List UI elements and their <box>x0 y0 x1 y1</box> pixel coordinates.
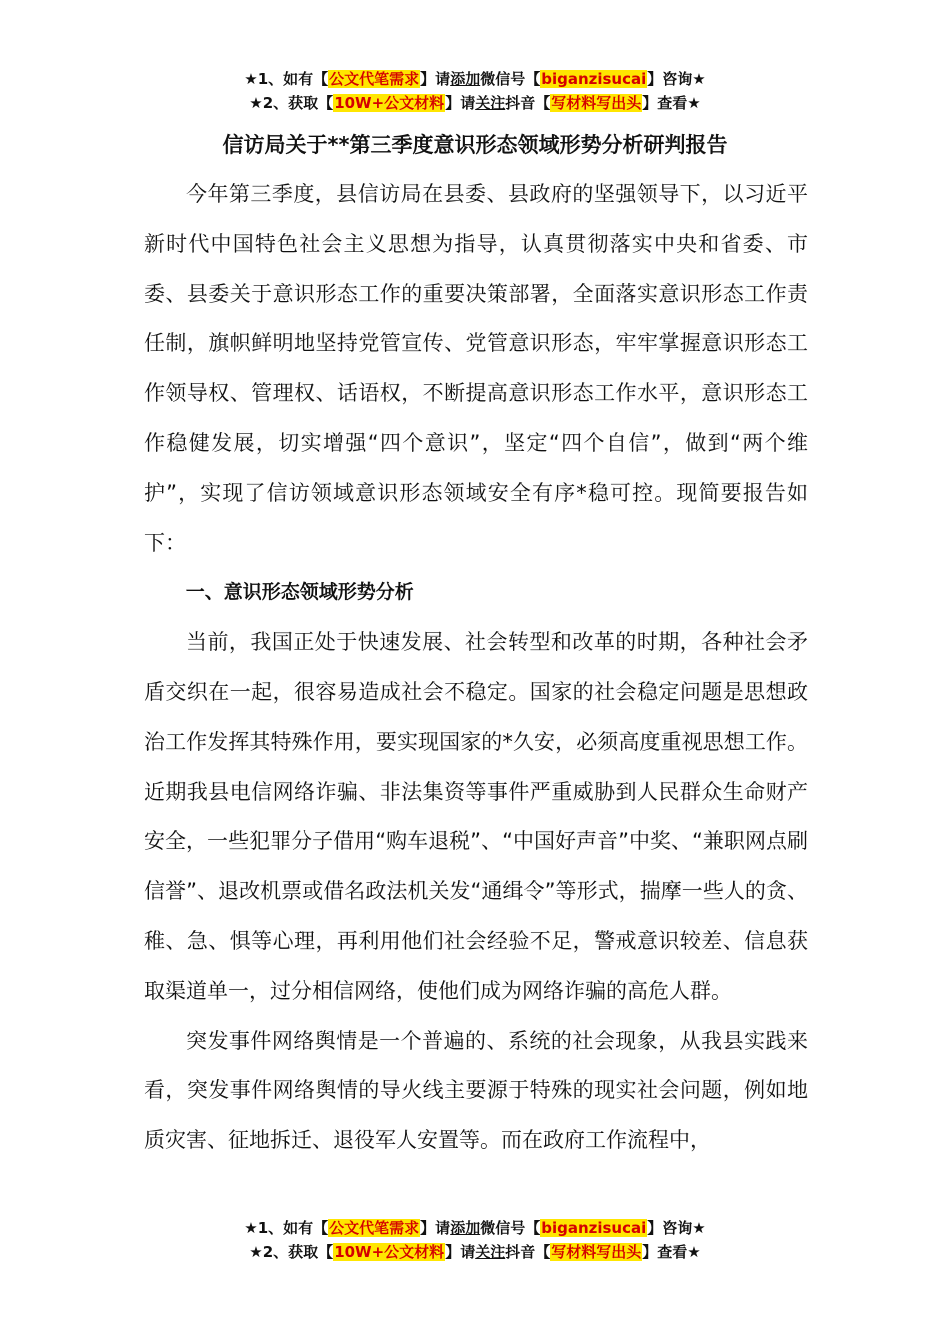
banner-text: 抖音【 <box>505 1243 551 1261</box>
banner-line-1 <box>0 1216 950 1240</box>
banner-wechat-id: biganzisucai <box>541 1219 647 1237</box>
banner-text: ★2、获取【 <box>249 1243 334 1261</box>
document-body <box>144 170 808 1166</box>
banner-douyin-id: 写材料写出头 <box>551 94 642 112</box>
banner-text: 微信号【 <box>480 70 541 88</box>
banner-highlight: 公文代笔需求 <box>329 1219 420 1237</box>
banner-text: ★1、如有【 <box>244 70 329 88</box>
banner-text: 】请 <box>445 94 476 112</box>
body-paragraph: 当前，我国正处于快速发展、社会转型和改革的时期，各种社会矛盾交织在一起，很容易造成社会不稳定。国家的社会稳定问题是思想政治工作发挥其特殊作用，要实现国家的*久安，必须高度重视思想工作。近期我县电信网络诈骗、非法集资等事件严重威胁到人民群众生命财产安全，一些犯罪分子借用“购车退税”、“中国好声音”中奖、“兼职网点刷信誉”、退改机票或借名政法机关发“通缉令”等形式，揣摩一些人的贪、稚、急、惧等心理，再利用他们社会经验不足，警戒意识较差、信息获取渠道单一，过分相信网络，使他们成为网络诈骗的高危人群。 <box>144 630 808 1003</box>
banner-text: 】咨询★ <box>647 1219 706 1237</box>
banner-underlined-text: 添加 <box>450 70 481 88</box>
banner-text: 】请 <box>420 1219 451 1237</box>
banner-text: 】查看★ <box>642 1243 701 1261</box>
banner-underlined-text: 关注 <box>475 1243 506 1261</box>
banner-text: 】查看★ <box>642 94 701 112</box>
section-heading: 一、意识形态领域形势分析 <box>185 581 414 604</box>
banner-text: ★2、获取【 <box>249 94 334 112</box>
banner-text: 微信号【 <box>480 1219 541 1237</box>
footer-banner <box>0 1216 950 1264</box>
banner-underlined-text: 关注 <box>475 94 506 112</box>
banner-text: ★1、如有【 <box>244 1219 329 1237</box>
document-title: 信访局关于**第三季度意识形态领域形势分析研判报告 <box>222 133 728 157</box>
intro-paragraph: 今年第三季度，县信访局在县委、县政府的坚强领导下，以习近平新时代中国特色社会主义思想为指导，认真贯彻落实中央和省委、市委、县委关于意识形态工作的重要决策部署，全面落实意识形态工作责任制，旗帜鲜明地坚持党管宣传、党管意识形态，牢牢掌握意识形态工作领导权、管理权、话语权，不断提高意识形态工作水平，意识形态工作稳健发展，切实增强“四个意识”，坚定“四个自信”，做到“两个维护”，实现了信访领域意识形态领域安全有序*稳可控。现简要报告如下： <box>144 182 808 555</box>
banner-text: 抖音【 <box>505 94 551 112</box>
banner-text: 】咨询★ <box>647 70 706 88</box>
banner-underlined-text: 添加 <box>450 1219 481 1237</box>
banner-line-2 <box>0 1240 950 1264</box>
banner-text: 】请 <box>445 1243 476 1261</box>
banner-text: 】请 <box>420 70 451 88</box>
banner-highlight: 10W+公文材料 <box>334 94 445 112</box>
banner-line-1 <box>0 67 950 91</box>
banner-highlight: 公文代笔需求 <box>329 70 420 88</box>
banner-highlight: 10W+公文材料 <box>334 1243 445 1261</box>
banner-wechat-id: biganzisucai <box>541 70 647 88</box>
header-banner <box>0 67 950 115</box>
banner-line-2 <box>0 91 950 115</box>
banner-douyin-id: 写材料写出头 <box>551 1243 642 1261</box>
body-paragraph: 突发事件网络舆情是一个普遍的、系统的社会现象，从我县实践来看，突发事件网络舆情的导火线主要源于特殊的现实社会问题，例如地质灾害、征地拆迁、退役军人安置等。而在政府工作流程中， <box>144 1028 808 1153</box>
